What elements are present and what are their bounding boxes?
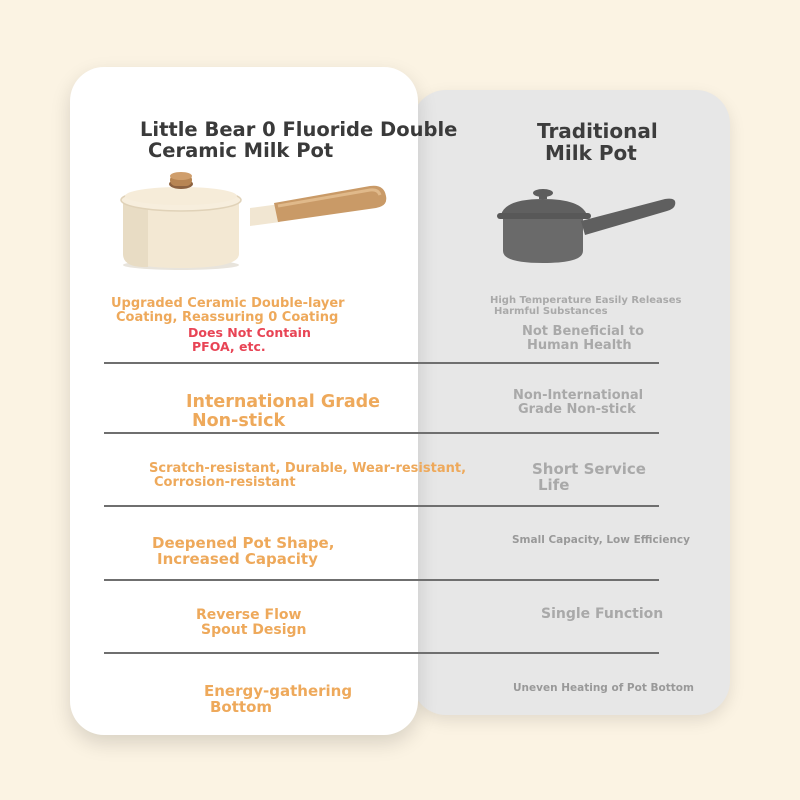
traditional-row2-text: Non-International Grade Non-stick: [513, 388, 644, 418]
ceramic-row2-text: International Grade Non-stick: [186, 392, 381, 431]
gray-milk-pot-silhouette-icon: [495, 185, 680, 270]
ceramic-pot-title: Little Bear 0 Fluoride Double Ceramic Milk Pot: [140, 118, 458, 163]
traditional-row4-text: Small Capacity, Low Efficiency: [512, 534, 690, 546]
row-divider: [104, 505, 659, 507]
traditional-row1-small-text: High Temperature Easily Releases Harmful Substances: [490, 295, 682, 317]
row-divider: [104, 432, 659, 434]
pfoa-free-highlight: Does Not Contain PFOA, etc.: [188, 325, 311, 354]
row-divider: [104, 579, 659, 581]
ceramic-row6-text: Energy-gathering Bottom: [204, 682, 353, 717]
ceramic-row3-text: Scratch-resistant, Durable, Wear-resistant, Corrosion-resistant: [149, 461, 467, 491]
cream-ceramic-milk-pot-icon: [108, 170, 393, 275]
row-divider: [104, 362, 659, 364]
ceramic-row4-text: Deepened Pot Shape, Increased Capacity: [152, 534, 335, 569]
traditional-row6-text: Uneven Heating of Pot Bottom: [513, 682, 694, 694]
ceramic-row1-text: Upgraded Ceramic Double-layer Coating, Reassuring 0 Coating: [111, 296, 345, 326]
traditional-pot-title: Traditional Milk Pot: [537, 119, 658, 165]
ceramic-row5-text: Reverse Flow Spout Design: [196, 607, 307, 639]
row-divider: [104, 652, 659, 654]
traditional-row3-text: Short Service Life: [532, 460, 646, 495]
traditional-row1-text: Not Beneficial to Human Health: [522, 324, 645, 354]
traditional-row5-text: Single Function: [541, 606, 664, 622]
